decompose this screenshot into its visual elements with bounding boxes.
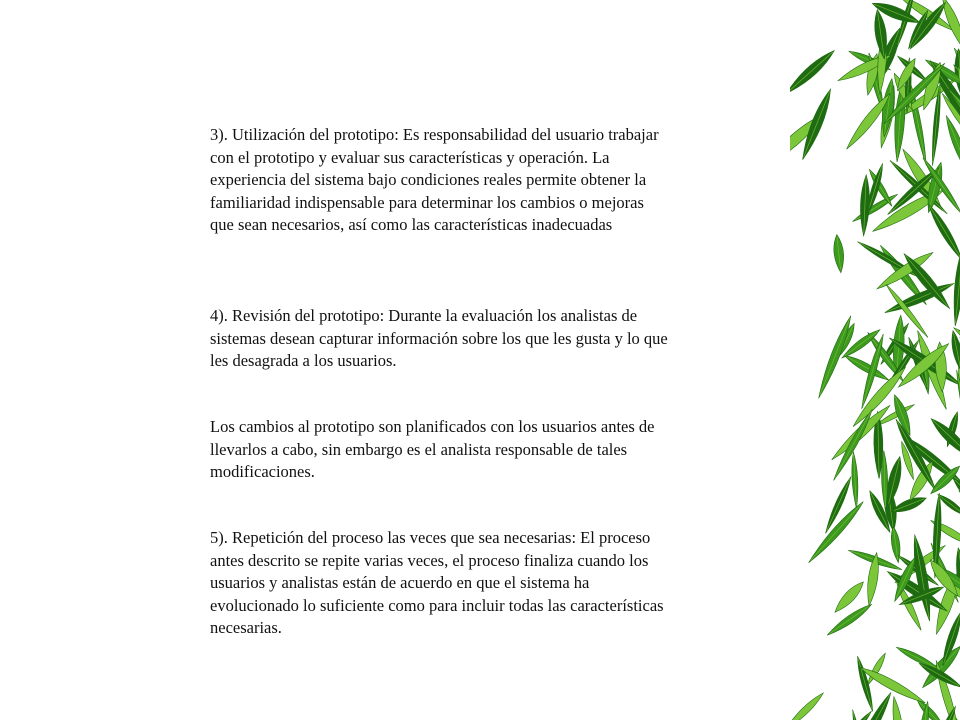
- bamboo-leaf: [949, 330, 960, 372]
- bamboo-leaf-rib: [837, 583, 862, 610]
- paragraph-repeticion: 5). Repetición del proceso las veces que sea necesarias: El proceso antes descrito se repite varias veces, el proceso finaliza cuando los usuarios y analistas están de acuerdo en que el sistema ha evolucionado lo suficiente como para incluir todas las características necesarias.: [210, 528, 664, 637]
- bamboo-leaf-rib: [898, 648, 937, 668]
- paragraph-utilizacion: 3). Utilización del prototipo: Es responsabilidad del usuario trabajar con el prototipo y evaluar sus características y operación. La experiencia del sistema bajo condiciones reales permite obtener la familiaridad indispensable para determinar los cambios o mejoras que sean necesarios, así como las características inadecuadas: [210, 125, 659, 234]
- bamboo-leaf: [942, 114, 960, 179]
- bamboo-leaves-decoration: [790, 0, 960, 720]
- bamboo-leaf-rib: [846, 357, 886, 379]
- paragraph-revision: 4). Revisión del prototipo: Durante la evaluación los analistas de sistemas desean capturar información sobre los que les gusta y lo que les desagrada a los usuarios.: [210, 306, 668, 370]
- bamboo-leaf: [890, 696, 907, 720]
- bamboo-leaf: [790, 691, 826, 720]
- bamboo-leaf-rib: [858, 658, 872, 708]
- bamboo-leaf: [951, 246, 960, 326]
- paragraph-cambios: Los cambios al prototipo son planificados con los usuarios antes de llevarlos a cabo, sin embargo es el analista responsable de tales modificaciones.: [210, 417, 655, 481]
